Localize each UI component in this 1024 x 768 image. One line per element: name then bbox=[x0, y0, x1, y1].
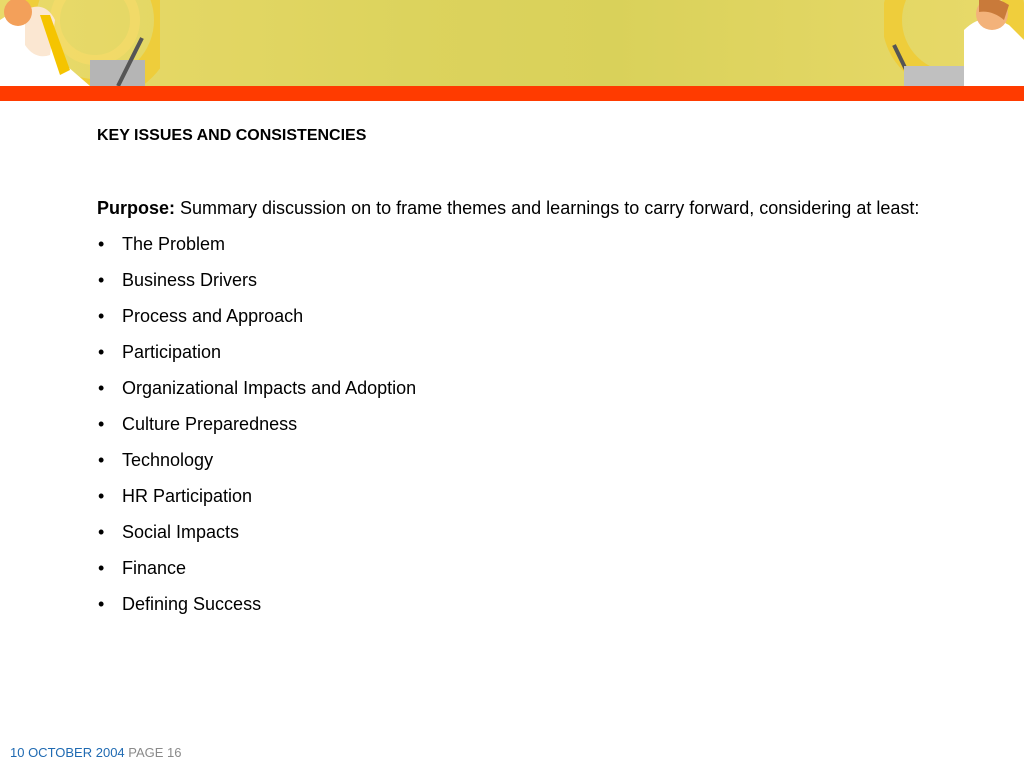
list-item-text: Participation bbox=[122, 342, 222, 362]
list-item bbox=[97, 442, 977, 478]
bullet-glyph: • bbox=[98, 378, 105, 398]
person-with-laptop-illustration-left bbox=[0, 0, 160, 86]
list-item-text: Defining Success bbox=[122, 594, 262, 614]
list-item-text: Business Drivers bbox=[122, 270, 258, 290]
list-item bbox=[97, 334, 977, 370]
list-item bbox=[97, 514, 977, 550]
slide-heading: KEY ISSUES AND CONSISTENCIES bbox=[97, 127, 367, 144]
list-item bbox=[97, 586, 977, 622]
list-item bbox=[97, 406, 977, 442]
slide-footer bbox=[10, 745, 182, 760]
bullet-glyph: • bbox=[98, 306, 105, 326]
bullet-glyph: • bbox=[98, 486, 105, 506]
purpose-text: Summary discussion on to frame themes and learnings to carry forward, considering at least: bbox=[175, 198, 920, 218]
bullet-glyph: • bbox=[98, 522, 105, 542]
bullet-glyph: • bbox=[98, 558, 105, 578]
list-item-text: Finance bbox=[122, 558, 187, 578]
slide-content bbox=[97, 118, 977, 622]
bullet-glyph: • bbox=[98, 594, 105, 614]
bullet-glyph: • bbox=[98, 234, 105, 254]
list-item-text: Technology bbox=[122, 450, 214, 470]
bullet-glyph: • bbox=[98, 414, 105, 434]
footer-page-number: PAGE 16 bbox=[128, 745, 182, 760]
list-item bbox=[97, 370, 977, 406]
list-item-text: Process and Approach bbox=[122, 306, 304, 326]
list-item-text: Culture Preparedness bbox=[122, 414, 298, 434]
bullet-glyph: • bbox=[98, 270, 105, 290]
list-item bbox=[97, 478, 977, 514]
list-item bbox=[97, 226, 977, 262]
list-item bbox=[97, 262, 977, 298]
person-with-laptop-illustration-right bbox=[884, 0, 1024, 86]
list-item-text: The Problem bbox=[122, 234, 226, 254]
header-banner bbox=[0, 0, 1024, 86]
list-item-text: Organizational Impacts and Adoption bbox=[122, 378, 417, 398]
list-item-text: HR Participation bbox=[122, 486, 253, 506]
list-item bbox=[97, 550, 977, 586]
purpose-label: Purpose: bbox=[97, 198, 176, 218]
list-item bbox=[97, 298, 977, 334]
header-accent-bar bbox=[0, 86, 1024, 101]
bullet-glyph: • bbox=[98, 450, 105, 470]
list-item-text: Social Impacts bbox=[122, 522, 240, 542]
footer-date: 10 OCTOBER 2004 bbox=[10, 745, 125, 760]
bullet-glyph: • bbox=[98, 342, 105, 362]
topic-list bbox=[97, 226, 977, 622]
purpose-paragraph bbox=[97, 190, 977, 226]
